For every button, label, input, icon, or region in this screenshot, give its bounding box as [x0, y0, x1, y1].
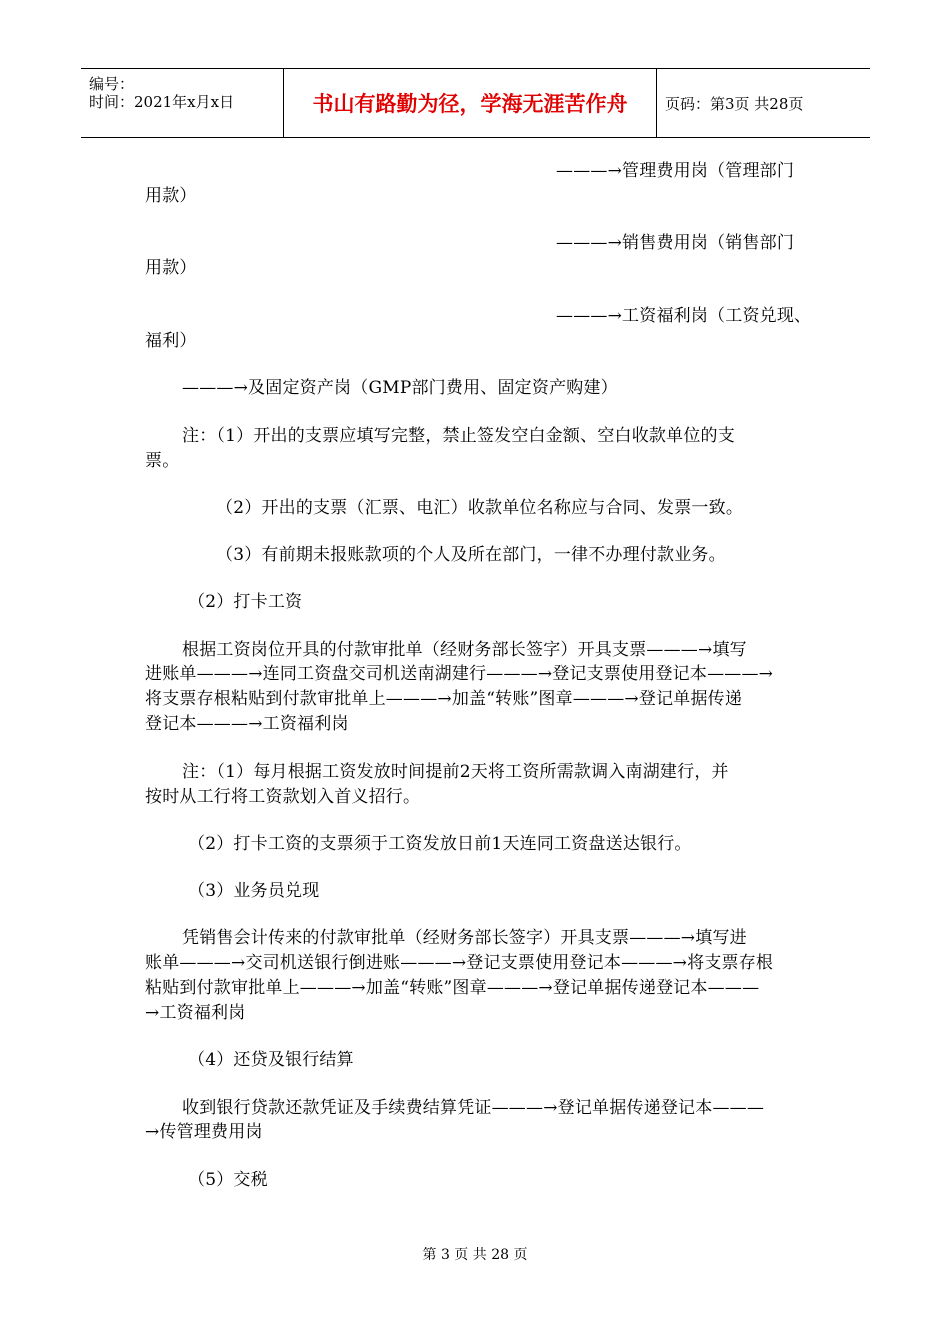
- text-line: 用款）: [145, 258, 197, 278]
- text-line: （2）打卡工资: [188, 592, 303, 612]
- time-label: 时间：2021年x月x日: [89, 93, 235, 111]
- text-line: 用款）: [145, 186, 197, 206]
- text-line: ———→工资福利岗（工资兑现、: [556, 306, 812, 326]
- text-line: 收到银行贷款还款凭证及手续费结算凭证———→登记单据传递登记本———: [182, 1098, 765, 1118]
- text-line: →传管理费用岗: [145, 1122, 263, 1142]
- header-meta-cell: [81, 69, 283, 137]
- text-line: ———→及固定资产岗（GMP部门费用、固定资产购建）: [182, 378, 618, 398]
- text-line: 登记本———→工资福利岗: [145, 714, 349, 734]
- text-line: 按时从工行将工资款划入首义招行。: [145, 787, 421, 807]
- text-line: 账单———→交司机送银行倒进账———→登记支票使用登记本———→将支票存根: [145, 953, 774, 973]
- text-line: （4）还贷及银行结算: [188, 1050, 354, 1070]
- text-line: 根据工资岗位开具的付款审批单（经财务部长签字）开具支票———→填写: [182, 640, 747, 660]
- text-line: →工资福利岗: [145, 1003, 246, 1023]
- text-line: （2）打卡工资的支票须于工资发放日前1天连同工资盘送达银行。: [188, 834, 692, 854]
- header-motto-cell: [283, 69, 657, 137]
- text-line: 福利）: [145, 331, 197, 351]
- text-line: （5）交税: [188, 1170, 268, 1190]
- header-page-cell: [656, 69, 870, 137]
- text-line: （3）业务员兑现: [188, 881, 320, 901]
- text-line: 粘贴到付款审批单上———→加盖“转账”图章———→登记单据传递登记本———: [145, 978, 760, 998]
- text-line: 注：（1）开出的支票应填写完整，禁止签发空白金额、空白收款单位的支: [182, 426, 735, 446]
- text-line: ———→管理费用岗（管理部门: [556, 161, 795, 181]
- text-line: 票。: [145, 451, 180, 471]
- page-footer: 第 3 页 共 28 页: [422, 1247, 528, 1263]
- text-line: 进账单———→连同工资盘交司机送南湖建行———→登记支票使用登记本———→: [145, 664, 774, 684]
- text-line: 将支票存根粘贴到付款审批单上———→加盖“转账”图章———→登记单据传递: [145, 689, 743, 709]
- text-line: （2）开出的支票（汇票、电汇）收款单位名称应与合同、发票一致。: [216, 498, 744, 518]
- text-line: 凭销售会计传来的付款审批单（经财务部长签字）开具支票———→填写进: [182, 928, 747, 948]
- motto-text: 书山有路勤为径，学海无涯苦作舟: [312, 91, 628, 116]
- page-header: [81, 68, 870, 138]
- page-info: 页码：第3页 共28页: [665, 95, 804, 113]
- text-line: ———→销售费用岗（销售部门: [556, 233, 795, 253]
- text-line: （3）有前期未报账款项的个人及所在部门，一律不办理付款业务。: [216, 545, 726, 565]
- text-line: 注：（1）每月根据工资发放时间提前2天将工资所需款调入南湖建行，并: [182, 762, 729, 782]
- number-label: 编号：: [89, 75, 135, 93]
